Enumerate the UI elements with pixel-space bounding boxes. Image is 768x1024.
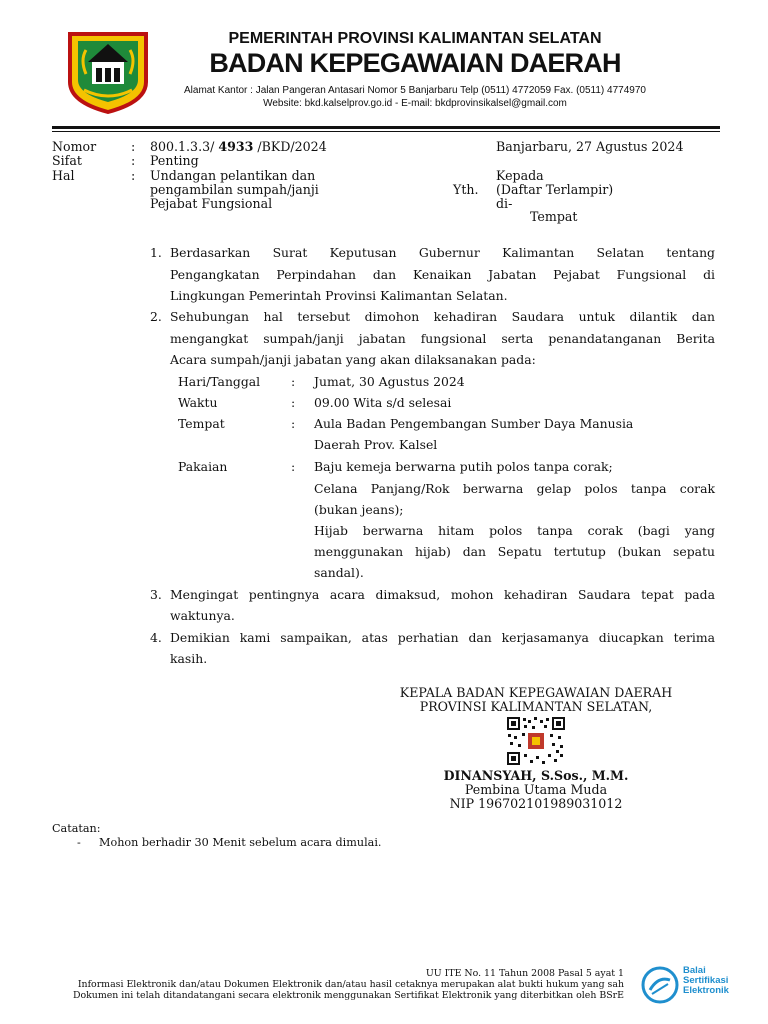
- bsre-line: Sertifikasi: [683, 975, 729, 986]
- office-address: Alamat Kantor : Jalan Pangeran Antasari Nomor 5 Banjarbaru Telp (0511) 4772059 Fax. (0511) 4774970: [184, 85, 646, 96]
- item-number: 4.: [150, 630, 162, 645]
- provincial-emblem-logo: [66, 30, 150, 114]
- hal-label: Hal: [52, 168, 75, 183]
- sifat-colon: :: [131, 153, 136, 168]
- notes-heading: Catatan:: [52, 822, 101, 835]
- agency-heading: BADAN KEPEGAWAIAN DAERAH: [209, 48, 621, 78]
- hari-colon: :: [291, 374, 296, 389]
- recipient-name: (Daftar Terlampir): [496, 182, 614, 197]
- website-email: Website: bkd.kalselprov.go.id - E-mail: bkdprovinsikalsel@gmail.com: [263, 98, 567, 109]
- item-number: 1.: [150, 245, 162, 260]
- tempat-recipient: Tempat: [530, 209, 578, 224]
- item4-line: kasih.: [170, 651, 208, 666]
- government-heading: PEMERINTAH PROVINSI KALIMANTAN SELATAN: [228, 30, 602, 47]
- item-number: 2.: [150, 309, 162, 324]
- item1-line: Pengangkatan Perpindahan dan Kenaikan Jabatan Pejabat Fungsional di: [170, 267, 715, 282]
- footer-line: Dokumen ini telah ditandatangani secara elektronik menggunakan Sertifikat Elektronik yang diterbitkan oleh BSrE: [72, 990, 624, 1001]
- notes-dash: -: [77, 836, 81, 849]
- hal-colon: :: [131, 168, 136, 183]
- item1-line: Berdasarkan Surat Keputusan Gubernur Kalimantan Selatan tentang: [170, 245, 715, 260]
- hal-line: Pejabat Fungsional: [150, 196, 273, 211]
- tempat-label: Tempat: [178, 416, 225, 431]
- waktu-colon: :: [291, 395, 296, 410]
- pakaian-line: (bukan jeans);: [314, 502, 404, 517]
- kepada-label: Kepada: [496, 168, 544, 183]
- pakaian-line: sandal).: [314, 565, 364, 580]
- hari-value: Jumat, 30 Agustus 2024: [314, 374, 465, 389]
- tempat-colon: :: [291, 416, 296, 431]
- letterhead-rule-thin: [52, 131, 720, 132]
- item2-line: Acara sumpah/janji jabatan yang akan dilaksanakan pada:: [170, 352, 536, 367]
- item2-line: mengangkat sumpah/janji jabatan fungsional serta penandatanganan Berita: [170, 331, 715, 346]
- item1-line: Lingkungan Pemerintah Provinsi Kalimantan Selatan.: [170, 288, 508, 303]
- pakaian-line: Baju kemeja berwarna putih polos tanpa corak;: [314, 459, 613, 474]
- hari-label: Hari/Tanggal: [178, 374, 261, 389]
- notes-text: Mohon berhadir 30 Menit sebelum acara dimulai.: [99, 836, 382, 849]
- item-number: 3.: [150, 587, 162, 602]
- nomor-prefix: 800.1.3.3/: [150, 139, 219, 154]
- pakaian-label: Pakaian: [178, 459, 228, 474]
- footer-legal-text: [52, 968, 624, 1001]
- letterhead-rule-thick: [52, 126, 720, 129]
- nomor-colon: :: [131, 139, 136, 154]
- sifat-label: Sifat: [52, 153, 82, 168]
- item2-line: Sehubungan hal tersebut dimohon kehadiran Saudara untuk dilantik dan: [170, 309, 715, 324]
- pakaian-line: Hijab berwarna hitam polos tanpa corak (bagi yang: [314, 523, 715, 538]
- footer-line: Informasi Elektronik dan/atau Dokumen Elektronik dan/atau hasil cetaknya merupakan alat bukti hukum yang sah: [77, 979, 624, 990]
- tempat-line: Daerah Prov. Kalsel: [314, 437, 438, 452]
- pakaian-colon: :: [291, 459, 296, 474]
- signatory-province: PROVINSI KALIMANTAN SELATAN,: [419, 699, 653, 714]
- nomor-number: 4933: [218, 139, 254, 154]
- nomor-label: Nomor: [52, 139, 97, 154]
- bsre-line: Elektronik: [683, 985, 729, 996]
- signatory-name: DINANSYAH, S.Sos., M.M.: [443, 768, 629, 783]
- hal-line: Undangan pelantikan dan: [150, 168, 316, 183]
- waktu-label: Waktu: [178, 395, 218, 410]
- item4-line: Demikian kami sampaikan, atas perhatian dan kerjasamanya diucapkan terima: [170, 630, 715, 645]
- sifat-value: Penting: [150, 153, 199, 168]
- yth-label: Yth.: [453, 182, 479, 197]
- item3-line: waktunya.: [170, 608, 235, 623]
- hal-line: pengambilan sumpah/janji: [150, 182, 319, 197]
- pakaian-line: menggunakan hijab) dan Sepatu tertutup (bukan sepatu: [314, 544, 715, 559]
- bsre-label: [683, 966, 729, 996]
- signatory-nip: NIP 196702101989031012: [449, 796, 623, 811]
- waktu-value: 09.00 Wita s/d selesai: [314, 395, 452, 410]
- signatory-rank: Pembina Utama Muda: [464, 782, 608, 797]
- signatory-title: KEPALA BADAN KEPEGAWAIAN DAERAH: [399, 685, 673, 700]
- di-label: di-: [496, 196, 513, 211]
- item3-line: Mengingat pentingnya acara dimaksud, mohon kehadiran Saudara tepat pada: [170, 587, 715, 602]
- pakaian-line: Celana Panjang/Rok berwarna gelap polos tanpa corak: [314, 481, 715, 496]
- place-date: Banjarbaru, 27 Agustus 2024: [496, 139, 684, 154]
- bsre-line: Balai: [683, 965, 706, 976]
- tempat-line: Aula Badan Pengembangan Sumber Daya Manusia: [314, 416, 634, 431]
- footer-law: UU ITE No. 11 Tahun 2008 Pasal 5 ayat 1: [425, 968, 624, 979]
- qr-code-signature: [506, 716, 566, 766]
- nomor-suffix: /BKD/2024: [253, 139, 327, 154]
